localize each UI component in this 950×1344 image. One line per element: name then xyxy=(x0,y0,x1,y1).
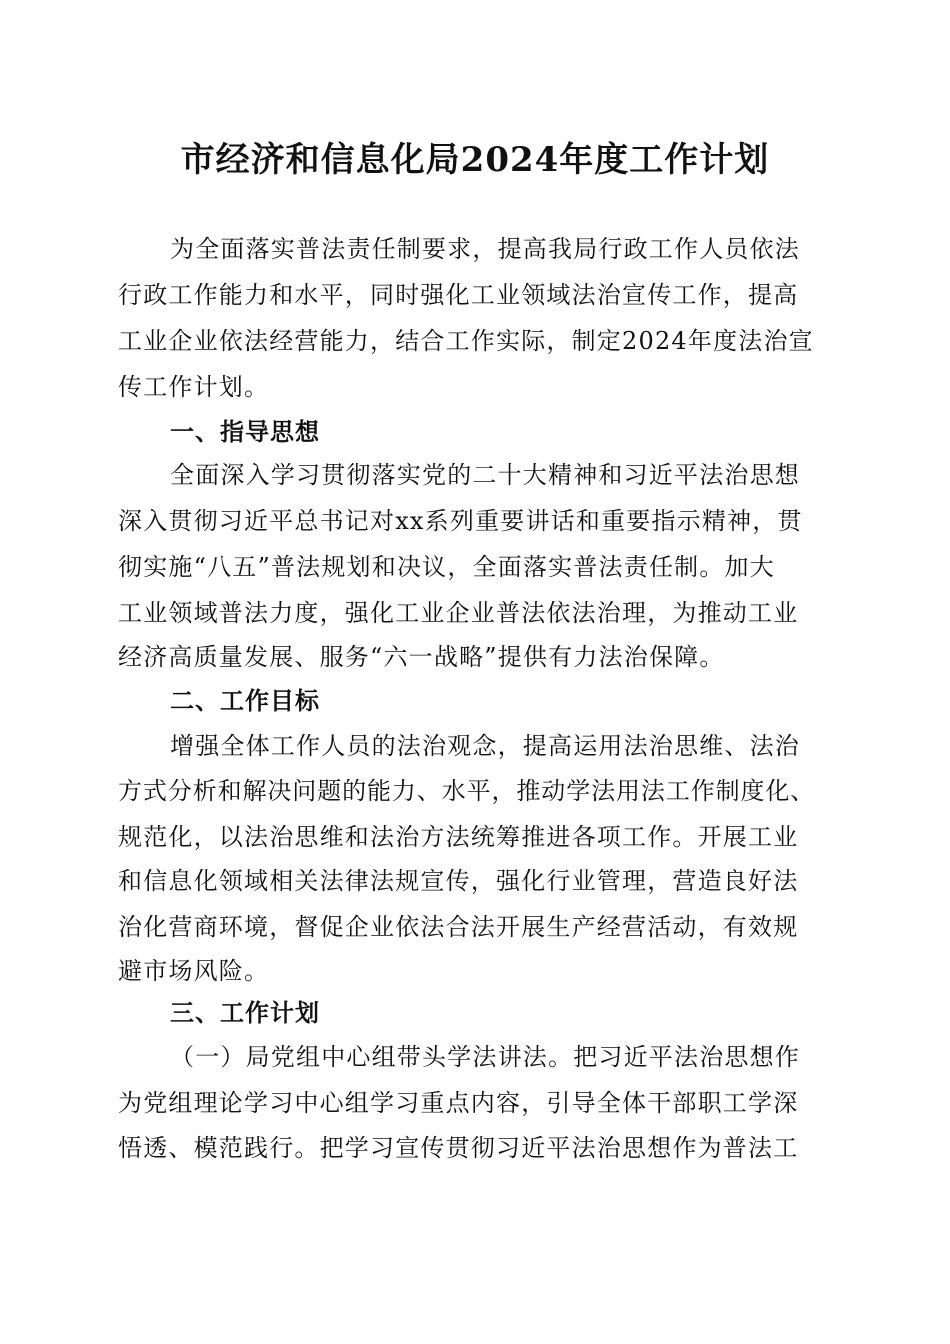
intro-line-3: 工业企业依法经营能力，结合工作实际，制定2024年度法治宣 xyxy=(118,327,814,355)
section-1-heading: 一、指导思想 xyxy=(170,418,320,446)
section-1-line-3: 彻实施“八五”普法规划和决议，全面落实普法责任制。加大 xyxy=(118,553,775,581)
section-2-line-4: 和信息化领域相关法律法规宣传，强化行业管理，营造良好法 xyxy=(118,867,799,895)
section-1-line-2: 深入贯彻习近平总书记对xx系列重要讲话和重要指示精神，贯 xyxy=(118,507,803,535)
section-2-line-3: 规范化，以法治思维和法治方法统筹推进各项工作。开展工业 xyxy=(118,823,799,851)
section-1-line-1: 全面深入学习贯彻落实党的二十大精神和习近平法治思想 xyxy=(170,461,800,489)
section-1-line-5: 经济高质量发展、服务“六一战略”提供有力法治保障。 xyxy=(118,643,725,671)
section-3-line-3: 悟透、模范践行。把学习宣传贯彻习近平法治思想作为普法工 xyxy=(118,1134,799,1162)
intro-line-4: 传工作计划。 xyxy=(118,373,270,401)
section-2-heading: 二、工作目标 xyxy=(170,687,320,715)
section-2-line-5: 治化营商环境，督促企业依法合法开展生产经营活动，有效规 xyxy=(118,913,799,941)
section-3-heading: 三、工作计划 xyxy=(170,999,320,1027)
document-title: 市经济和信息化局2024年度工作计划 xyxy=(180,140,770,180)
intro-line-1: 为全面落实普法责任制要求，提高我局行政工作人员依法 xyxy=(170,235,800,263)
section-2-line-2: 方式分析和解决问题的能力、水平，推动学法用法工作制度化、 xyxy=(118,777,816,805)
intro-line-2: 行政工作能力和水平，同时强化工业领域法治宣传工作，提高 xyxy=(118,281,799,309)
section-3-line-1: （一）局党组中心组带头学法讲法。把习近平法治思想作 xyxy=(170,1043,800,1071)
section-1-line-4: 工业领域普法力度，强化工业企业普法依法治理，为推动工业 xyxy=(118,599,799,627)
section-2-line-1: 增强全体工作人员的法治观念，提高运用法治思维、法治 xyxy=(170,732,800,760)
section-2-line-6: 避市场风险。 xyxy=(118,957,270,985)
section-3-line-2: 为党组理论学习中心组学习重点内容，引导全体干部职工学深 xyxy=(118,1089,799,1117)
